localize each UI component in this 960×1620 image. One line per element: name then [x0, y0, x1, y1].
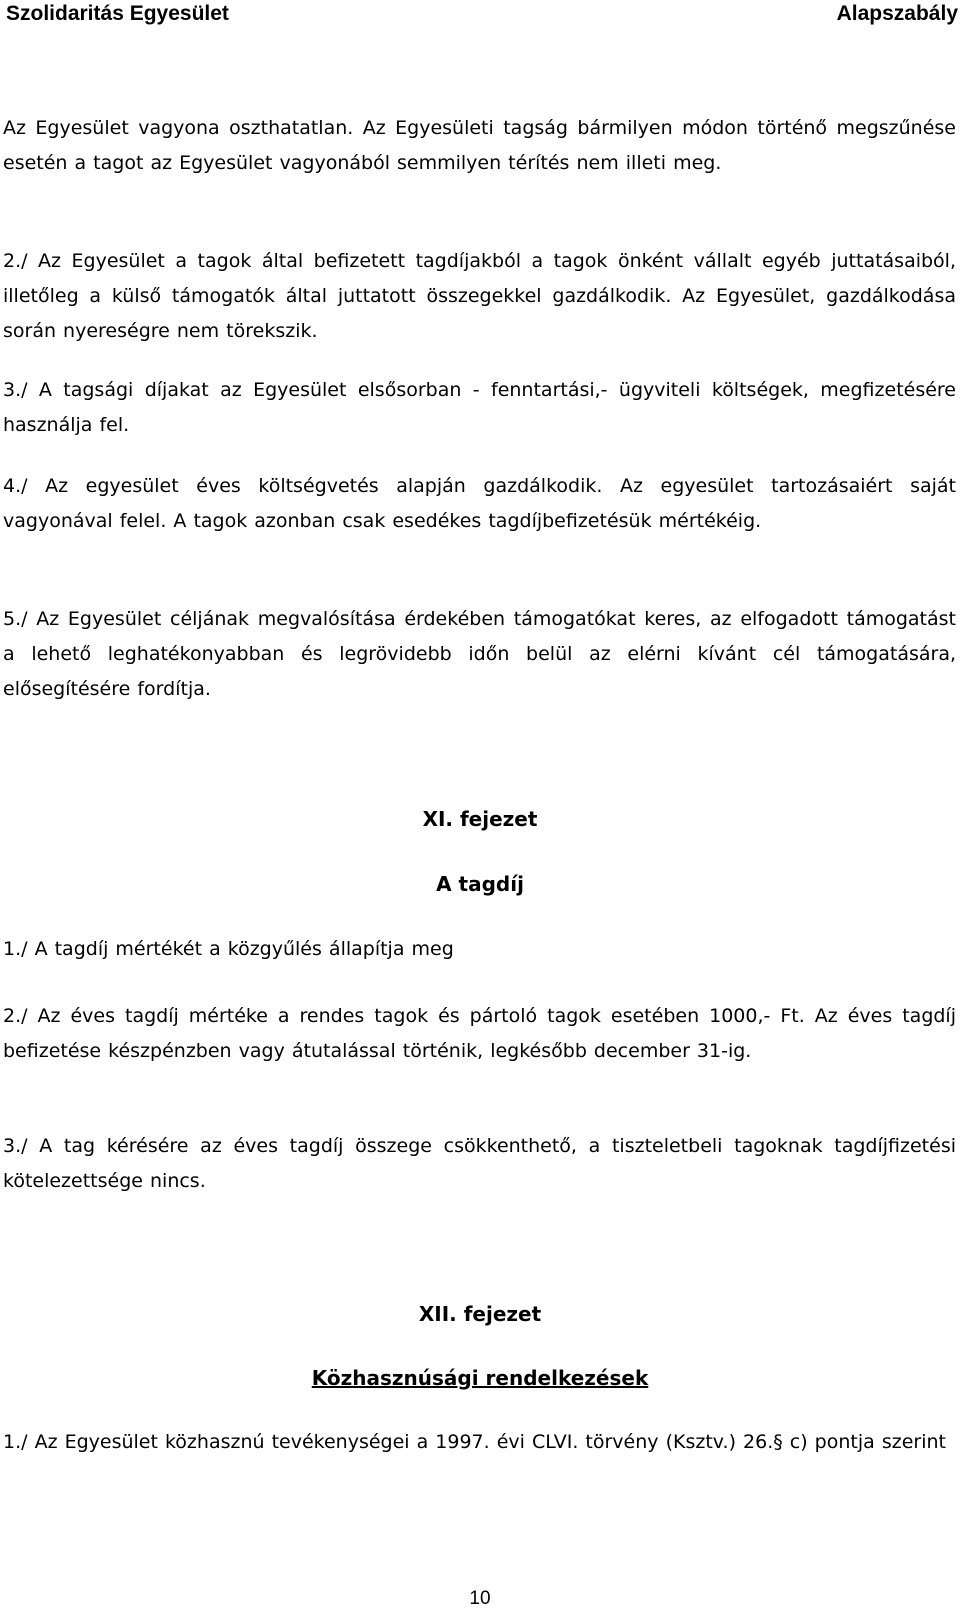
paragraph-fee-3: 3./ A tag kérésére az éves tagdíj összege csökkenthető, a tiszteletbeli tagoknak tagdíjfizetési kötelezettsége nincs. — [3, 1135, 956, 1192]
paragraph-assets-indivisible: Az Egyesület vagyona oszthatatlan. Az Egyesületi tagság bármilyen módon történő megszűnése esetén a tagot az Egyesület vagyonából semmilyen térítés nem illeti meg. — [3, 117, 956, 174]
chapter-11-number: XI. fejezet — [422, 807, 538, 831]
paragraph-3-membership-fees-use: 3./ A tagsági díjakat az Egyesület elsősorban - fenntartási,- ügyviteli költségek, megfizetésére használja fel. — [3, 379, 956, 436]
paragraph-5-supporters: 5./ Az Egyesület céljának megvalósítása érdekében támogatókat keres, az elfogadott támogatást a lehető leghatékonyabban és legrövidebb időn belül az elérni kívánt cél támogatására, elősegítésére fordítja. — [3, 608, 956, 700]
header-organization-name: Szolidaritás Egyesület — [6, 2, 229, 25]
page-header — [0, 0, 960, 30]
paragraph-fee-2: 2./ Az éves tagdíj mértéke a rendes tagok és pártoló tagok esetében 1000,- Ft. Az éves tagdíj befizetése készpénzben vagy átutalással történik, legkésőbb december 31-ig. — [3, 1005, 956, 1062]
chapter-12-number: XII. fejezet — [418, 1302, 542, 1326]
paragraph-4-budget: 4./ Az egyesület éves költségvetés alapján gazdálkodik. Az egyesület tartozásaiért saját vagyonával felel. A tagok azonban csak esedékes tagdíjbefizetésük mértékéig. — [3, 475, 956, 532]
header-document-title: Alapszabály — [836, 2, 958, 25]
page-number: 10 — [469, 1588, 491, 1609]
paragraph-fee-1: 1./ A tagdíj mértékét a közgyűlés állapítja meg — [3, 938, 454, 960]
paragraph-2-management: 2./ Az Egyesület a tagok által befizetett tagdíjakból a tagok önként vállalt egyéb juttatásaiból, illetőleg a külső támogatók által juttatott összegekkel gazdálkodik. Az Egyesület, gazdálkodása során nyereségre nem törekszik. — [3, 250, 956, 342]
chapter-11-title: A tagdíj — [436, 872, 524, 896]
paragraph-public-benefit-1: 1./ Az Egyesület közhasznú tevékenységei a 1997. évi CLVI. törvény (Ksztv.) 26.§ c) pontja szerint — [3, 1431, 946, 1453]
chapter-12-title: Közhasznúsági rendelkezések — [311, 1366, 649, 1390]
